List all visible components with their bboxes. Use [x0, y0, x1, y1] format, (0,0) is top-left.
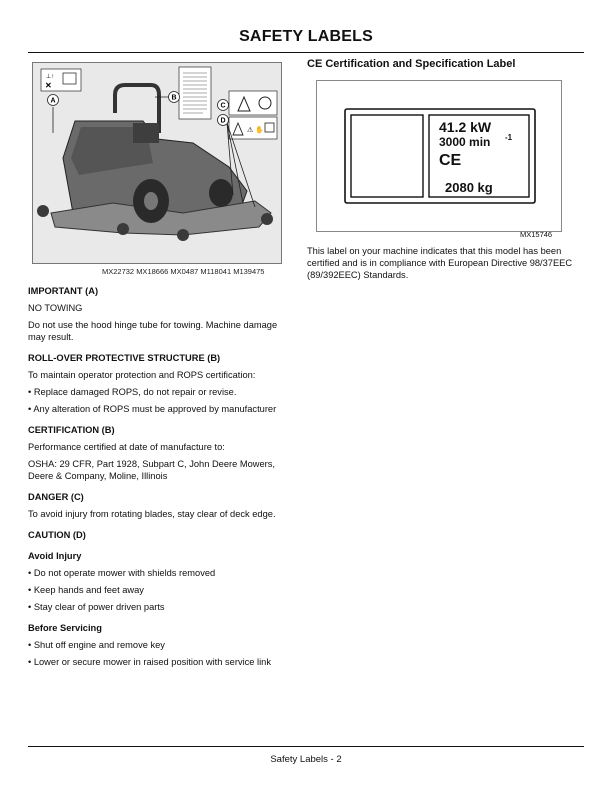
- ce-section: [307, 58, 577, 79]
- hand-icon: ⚠ ✋: [247, 127, 264, 134]
- bullet-item: • Keep hands and feet away: [28, 585, 144, 595]
- caster-wheel: [37, 205, 49, 217]
- ce-power: 41.2 kW: [439, 119, 492, 135]
- ce-label-blank-panel: [351, 115, 423, 197]
- callout-d: D: [220, 117, 226, 125]
- bullet-item: • Shut off engine and remove key: [28, 640, 165, 650]
- bullet-item: • Lower or secure mower in raised position with service link: [28, 657, 272, 667]
- ce-section-heading: CE Certification and Specification Label: [307, 58, 516, 70]
- label-descriptions: [28, 285, 290, 673]
- rear-tire: [209, 179, 233, 207]
- ce-figure-caption: MX15746: [520, 230, 553, 239]
- bullet-item: • Any alteration of ROPS must be approved by manufacturer: [28, 404, 277, 414]
- section-text: Do not use the hood hinge tube for towing. Machine damage may result.: [28, 320, 278, 342]
- bullet-item: • Stay clear of power driven parts: [28, 602, 165, 612]
- ce-speed-exponent: -1: [505, 133, 513, 142]
- page-title: SAFETY LABELS: [239, 28, 373, 45]
- no-tow-icon: ✕: [45, 81, 52, 90]
- manual-icon: [63, 73, 76, 84]
- operator-seat: [133, 123, 159, 143]
- section-text: Performance certified at date of manufacture to:: [28, 442, 225, 452]
- subheading-before-servicing: Before Servicing: [28, 623, 102, 633]
- section-text: To maintain operator protection and ROPS certification:: [28, 370, 256, 380]
- header-rule: [28, 52, 584, 53]
- ce-label-figure: [316, 80, 562, 232]
- danger-label-inset: [229, 91, 277, 115]
- figure-caption: MX22732 MX18666 MX0487 M118041 M139475: [102, 267, 265, 276]
- subheading-avoid-injury: Avoid Injury: [28, 551, 82, 561]
- caster-wheel: [117, 223, 129, 235]
- bullet-item: • Do not operate mower with shields removed: [28, 568, 216, 578]
- section-text: OSHA: 29 CFR, Part 1928, Subpart C, John Deere Mowers, Deere & Company, Moline, Illinois: [28, 459, 275, 481]
- section-heading: CERTIFICATION (B): [28, 425, 115, 435]
- mower-label-figure: [32, 62, 282, 264]
- ce-description: This label on your machine indicates that this model has been certified and is in compliance with European Directive 98/37EEC (89/392EEC) Standards.: [307, 246, 573, 280]
- caster-wheel: [177, 229, 189, 241]
- footer-rule: [28, 746, 584, 747]
- ce-mark-icon: CE: [439, 152, 462, 169]
- section-heading: CAUTION (D): [28, 530, 86, 540]
- callout-b: B: [171, 94, 177, 102]
- section-text: NO TOWING: [28, 303, 83, 313]
- section-heading: DANGER (C): [28, 492, 84, 502]
- caster-wheel: [261, 213, 273, 225]
- callout-c: C: [220, 102, 226, 110]
- page-footer: Safety Labels - 2: [270, 754, 342, 765]
- section-heading: ROLL-OVER PROTECTIVE STRUCTURE (B): [28, 353, 221, 363]
- bullet-item: • Replace damaged ROPS, do not repair or revise.: [28, 387, 237, 397]
- section-text: To avoid injury from rotating blades, stay clear of deck edge.: [28, 509, 276, 519]
- ce-mass: 2080 kg: [445, 180, 493, 195]
- hinge-icon: ⊥↑: [46, 74, 55, 80]
- section-heading: IMPORTANT (A): [28, 286, 99, 296]
- ce-speed: 3000 min: [439, 135, 491, 149]
- callout-a: A: [50, 97, 56, 105]
